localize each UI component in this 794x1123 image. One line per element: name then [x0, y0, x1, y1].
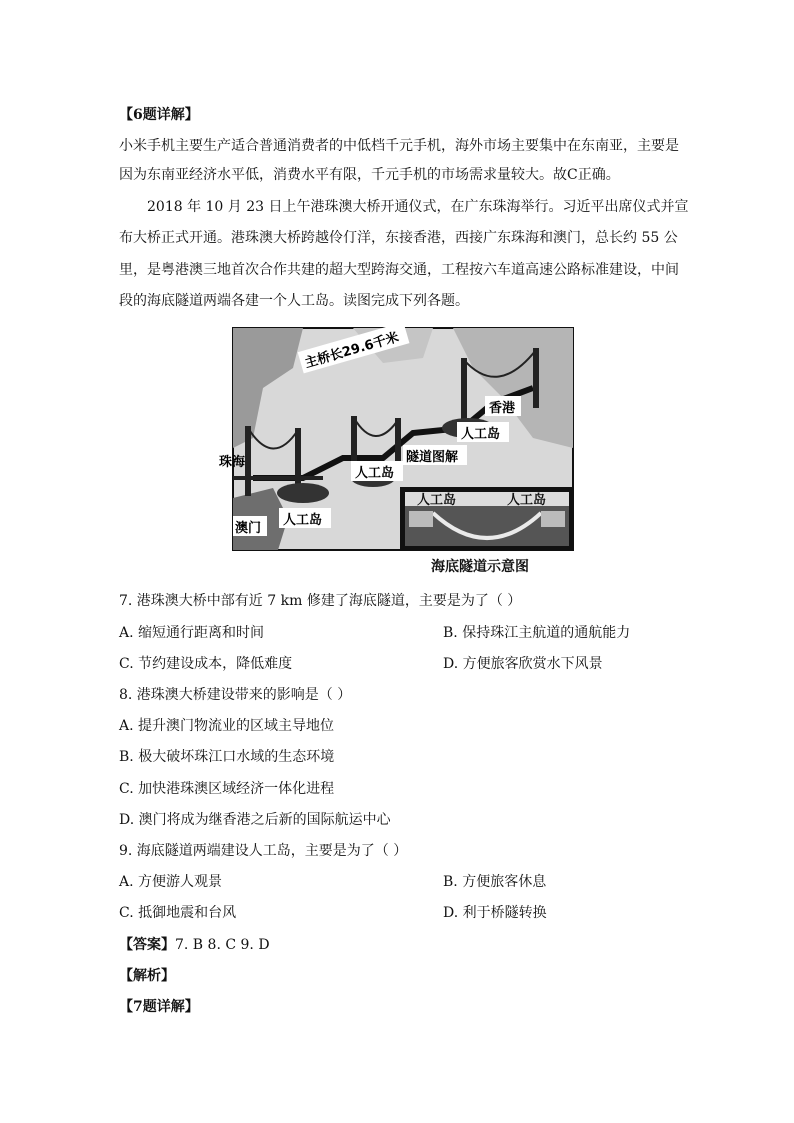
q7-option-b: B. 保持珠江主航道的通航能力 [443, 625, 631, 641]
macau-label: 澳门 [235, 521, 262, 536]
q9-option-b: B. 方便旅客休息 [443, 874, 547, 890]
intro-para-line-3: 里，是粤港澳三地首次合作共建的超大型跨海交通，工程按六车道高速公路标准建设，中间 [119, 262, 679, 278]
main-bridge-label: 主桥长29.6千米 [303, 330, 401, 372]
island-mid-label: 人工岛 [355, 466, 395, 481]
island-left-label: 人工岛 [283, 513, 323, 528]
figure-caption: 海底隧道示意图 [431, 559, 529, 575]
inset-island-left-label: 人工岛 [417, 493, 457, 508]
q9-stem: 9. 海底隧道两端建设人工岛，主要是为了（ ） [119, 843, 408, 859]
tunnel-diagram-label: 隧道图解 [406, 450, 459, 465]
hongkong-label: 香港 [489, 401, 516, 416]
island-right-label: 人工岛 [461, 427, 501, 442]
q9-option-c: C. 抵御地震和台风 [119, 905, 237, 921]
q7-stem: 7. 港珠澳大桥中部有近 7 km 修建了海底隧道，主要是为了（ ） [119, 593, 522, 609]
inset-island-right-label: 人工岛 [507, 493, 547, 508]
bridge-map-svg [219, 328, 573, 550]
island-left-shape [277, 483, 329, 503]
q7-option-c: C. 节约建设成本，降低难度 [119, 656, 293, 672]
q6-para-line-2: 因为东南亚经济水平低，消费水平有限，千元手机的市场需求量较大。故C正确。 [119, 167, 620, 183]
zhuhai-label: 珠海 [219, 455, 246, 470]
q6-heading: 【6题详解】 [119, 107, 199, 123]
q7-option-d: D. 方便旅客欣赏水下风景 [443, 656, 603, 672]
q9-option-d: D. 利于桥隧转换 [443, 905, 547, 921]
q8-option-b: B. 极大破坏珠江口水域的生态环境 [119, 749, 335, 765]
analysis-heading: 【解析】 [119, 968, 175, 984]
answer-line [119, 935, 270, 955]
bridge-map-figure [219, 328, 573, 550]
q8-stem: 8. 港珠澳大桥建设带来的影响是（ ） [119, 687, 352, 703]
intro-para-line-2: 布大桥正式开通。港珠澳大桥跨越伶仃洋，东接香港，西接广东珠海和澳门，总长约 55 公 [119, 230, 678, 246]
intro-para-line-1: 2018 年 10 月 23 日上午港珠澳大桥开通仪式，在广东珠海举行。习近平出席仪式并宣 [147, 199, 689, 215]
q7-heading: 【7题详解】 [119, 999, 199, 1015]
tunnel-inset [401, 488, 573, 550]
answer-label: 【答案】 [119, 937, 175, 953]
q8-option-a: A. 提升澳门物流业的区域主导地位 [119, 718, 335, 734]
intro-para-line-4: 段的海底隧道两端各建一个人工岛。读图完成下列各题。 [119, 293, 469, 309]
q7-option-a: A. 缩短通行距离和时间 [119, 625, 265, 641]
q9-option-a: A. 方便游人观景 [119, 874, 223, 890]
q8-option-c: C. 加快港珠澳区域经济一体化进程 [119, 781, 335, 797]
q6-para-line-1: 小米手机主要生产适合普通消费者的中低档千元手机，海外市场主要集中在东南亚，主要是 [119, 138, 679, 154]
answer-value: 7. B 8. C 9. D [175, 937, 270, 953]
q8-option-d: D. 澳门将成为继香港之后新的国际航运中心 [119, 812, 391, 828]
